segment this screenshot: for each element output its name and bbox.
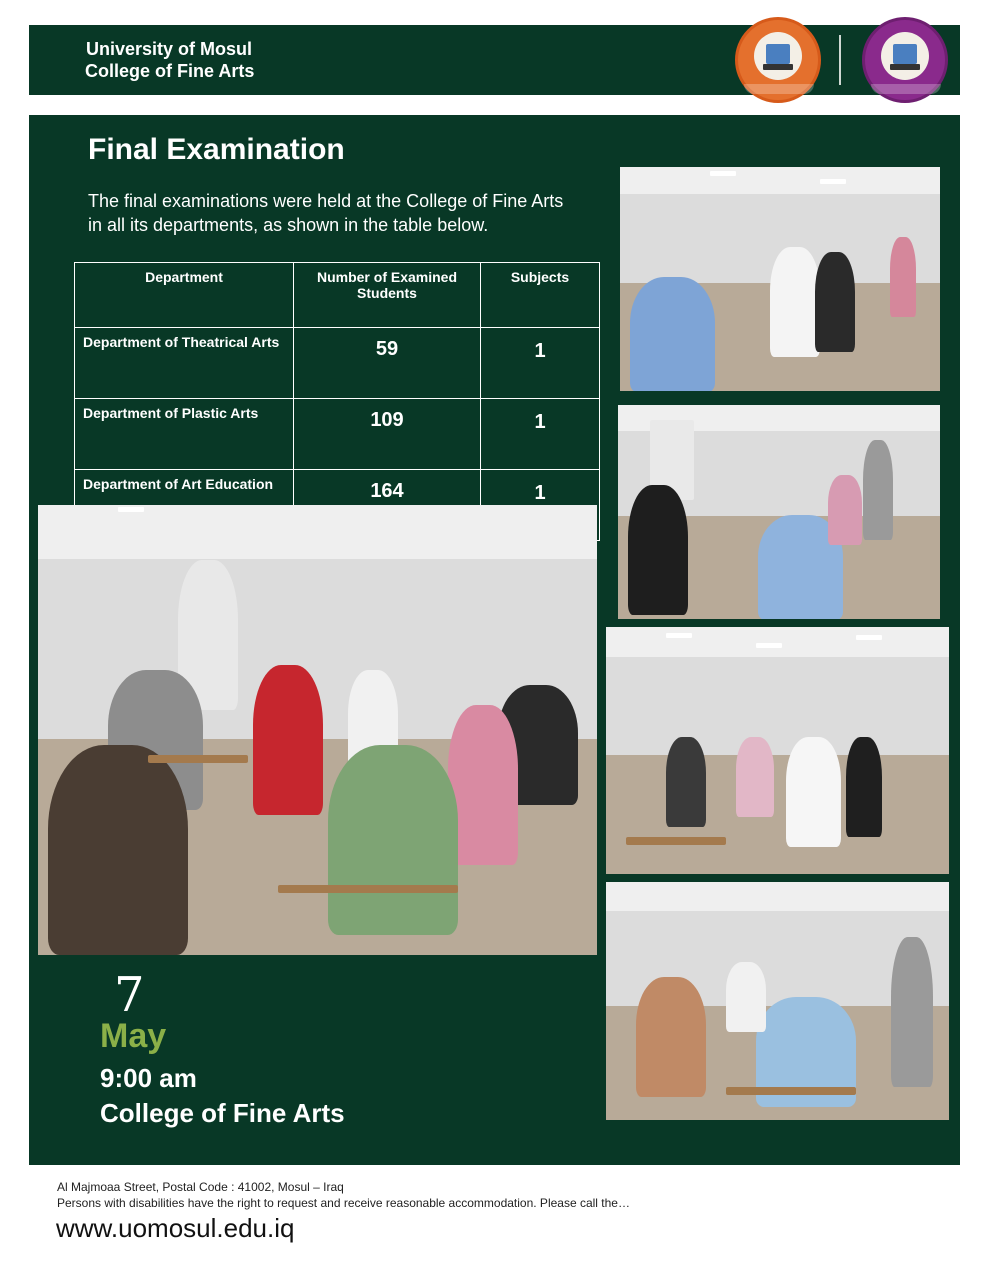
university-name: University of Mosul bbox=[86, 39, 253, 59]
cell-students: 59 bbox=[294, 328, 481, 399]
event-time: 9:00 am bbox=[100, 1063, 197, 1093]
main-panel bbox=[29, 115, 960, 1163]
exam-hall-photo-3 bbox=[606, 627, 949, 874]
website-link[interactable]: www.uomosul.edu.iq bbox=[56, 1213, 295, 1243]
college-name: College of Fine Arts bbox=[85, 61, 255, 81]
exam-table bbox=[74, 262, 600, 541]
event-place: College of Fine Arts bbox=[100, 1098, 345, 1128]
university-logo-icon bbox=[735, 17, 821, 103]
exam-hall-photo-4 bbox=[606, 882, 949, 1120]
footer-accessibility-note: Persons with disabilities have the right to request and receive reasonable accommodation. Please call the… bbox=[57, 1196, 630, 1210]
table-row bbox=[75, 328, 600, 399]
event-month: May bbox=[100, 1017, 167, 1055]
header-students: Number of Examined Students bbox=[294, 263, 481, 328]
college-logo-icon bbox=[862, 17, 948, 103]
exam-hall-photo-1 bbox=[620, 167, 940, 391]
logo-divider bbox=[839, 35, 841, 85]
header-department: Department bbox=[75, 263, 294, 328]
cell-students: 109 bbox=[294, 399, 481, 470]
table-row bbox=[75, 399, 600, 470]
footer-address: Al Majmoaa Street, Postal Code : 41002, Mosul – Iraq bbox=[57, 1180, 344, 1194]
header-subjects: Subjects bbox=[481, 263, 600, 328]
cell-department: Department of Art Education bbox=[75, 470, 294, 541]
table-header-row bbox=[75, 263, 600, 328]
cell-department: Department of Theatrical Arts bbox=[75, 328, 294, 399]
cell-students: 164 bbox=[294, 470, 481, 541]
exam-hall-photo-large bbox=[38, 505, 597, 955]
cell-subjects: 1 bbox=[481, 328, 600, 399]
footer-divider bbox=[29, 1163, 960, 1165]
event-day: 7 bbox=[114, 967, 145, 1023]
cell-subjects: 1 bbox=[481, 470, 600, 541]
cell-department: Department of Plastic Arts bbox=[75, 399, 294, 470]
header-banner bbox=[29, 25, 960, 95]
page-title: Final Examination bbox=[88, 133, 345, 166]
exam-hall-photo-2 bbox=[618, 405, 940, 619]
cell-subjects: 1 bbox=[481, 399, 600, 470]
intro-paragraph: The final examinations were held at the College of Fine Arts in all its departments, as shown in the table below. bbox=[88, 191, 564, 235]
